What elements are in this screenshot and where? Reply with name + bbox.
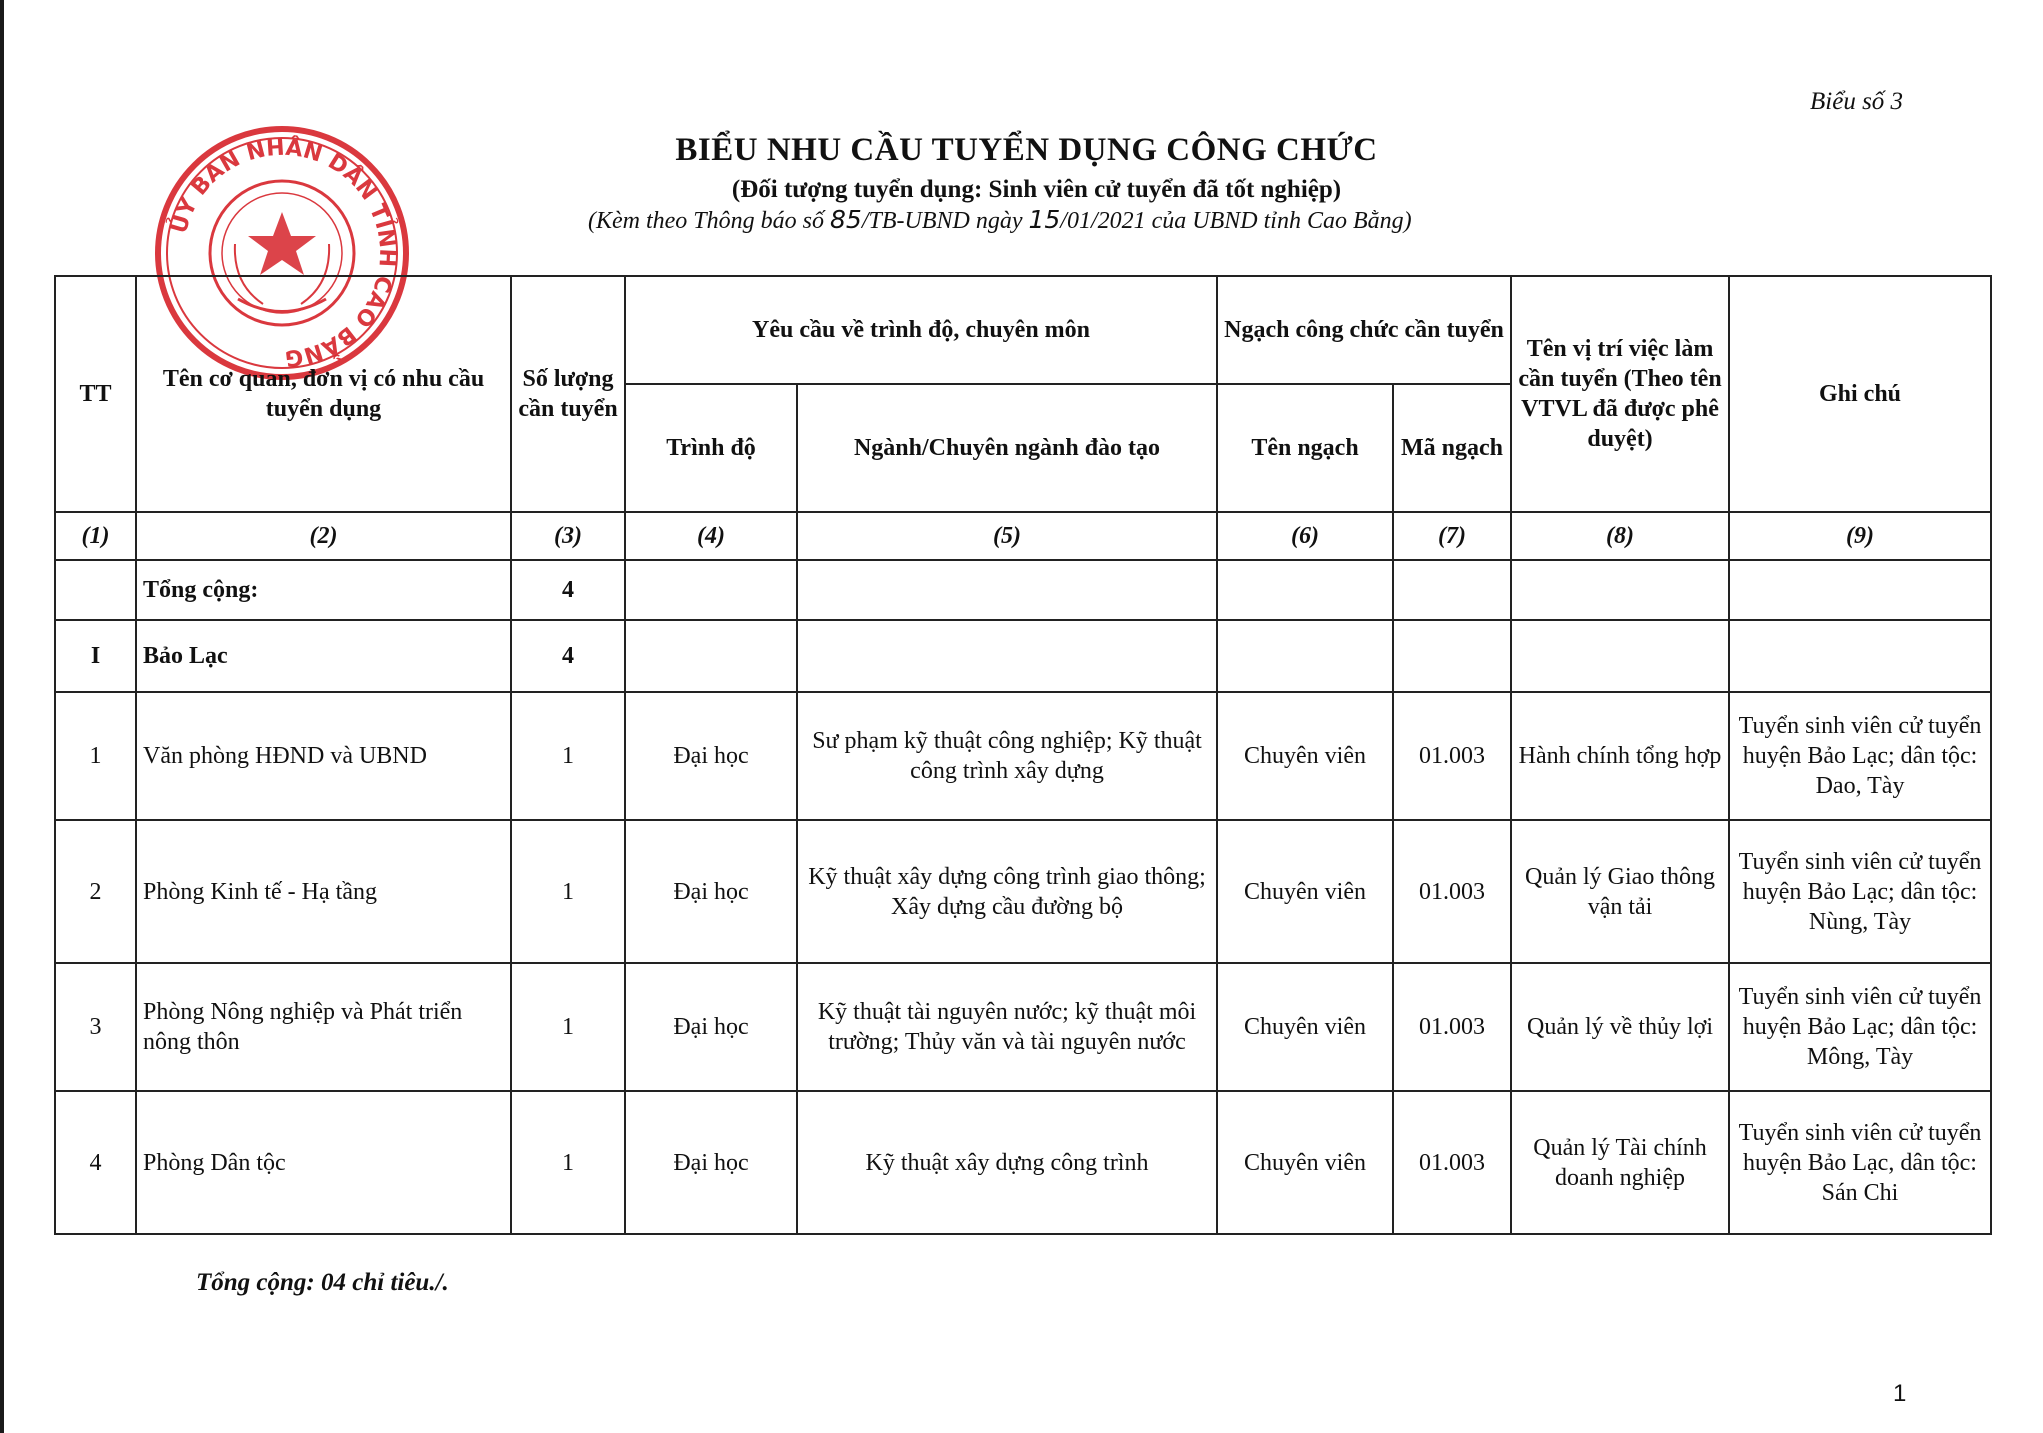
total-note: Tổng cộng: 04 chỉ tiêu./. [196, 1269, 449, 1296]
attachment-suffix: /01/2021 của UBND tỉnh Cao Bằng) [1060, 208, 1412, 234]
row-agency: Phòng Nông nghiệp và Phát triển nông thôn [136, 963, 511, 1091]
row-major: Kỹ thuật xây dựng công trình giao thông; Xây dựng cầu đường bộ [797, 820, 1217, 963]
total-row [55, 560, 1991, 620]
total-quantity: 4 [511, 560, 625, 620]
table-row [55, 1091, 1991, 1234]
row-tt: 3 [55, 963, 136, 1091]
attachment-mid: /TB-UBND ngày [861, 208, 1023, 234]
row-rank-name: Chuyên viên [1217, 820, 1393, 963]
column-index: (4) [625, 512, 797, 560]
row-agency: Phòng Kinh tế - Hạ tầng [136, 820, 511, 963]
attachment-line [588, 205, 1412, 235]
section-name: Bảo Lạc [136, 620, 511, 692]
header-quantity: Số lượng cần tuyển [511, 276, 625, 512]
row-level: Đại học [625, 820, 797, 963]
header-requirements: Yêu cầu về trình độ, chuyên môn [625, 276, 1217, 384]
row-rank-code: 01.003 [1393, 1091, 1511, 1234]
total-label: Tổng cộng: [136, 560, 511, 620]
page-number: 1 [1893, 1380, 1907, 1407]
row-major: Kỹ thuật xây dựng công trình [797, 1091, 1217, 1234]
header-row-1 [55, 276, 1991, 384]
row-level: Đại học [625, 963, 797, 1091]
document-subtitle: (Đối tượng tuyển dụng: Sinh viên cử tuyển đã tốt nghiệp) [731, 176, 1342, 203]
document-title: BIỂU NHU CẦU TUYỂN DỤNG CÔNG CHỨC [675, 132, 1378, 168]
row-position: Quản lý Giao thông vận tải [1511, 820, 1729, 963]
seal-star-icon [248, 212, 316, 275]
row-note: Tuyển sinh viên cử tuyển huyện Bảo Lạc; dân tộc: Dao, Tày [1729, 692, 1991, 820]
row-quantity: 1 [511, 963, 625, 1091]
column-index: (9) [1729, 512, 1991, 560]
header-tt: TT [55, 276, 136, 512]
row-note: Tuyển sinh viên cử tuyển huyện Bảo Lạc, dân tộc: Sán Chi [1729, 1091, 1991, 1234]
row-rank-name: Chuyên viên [1217, 692, 1393, 820]
notice-number: 85 [830, 205, 862, 234]
row-note: Tuyển sinh viên cử tuyển huyện Bảo Lạc; dân tộc: Mông, Tày [1729, 963, 1991, 1091]
table-row [55, 963, 1991, 1091]
row-level: Đại học [625, 1091, 797, 1234]
attachment-prefix: (Kèm theo Thông báo số [588, 208, 824, 234]
header-major: Ngành/Chuyên ngành đào tạo [797, 384, 1217, 512]
header-position: Tên vị trí việc làm cần tuyển (Theo tên VTVL đã được phê duyệt) [1511, 276, 1729, 512]
header-rank-code: Mã ngạch [1393, 384, 1511, 512]
row-major: Kỹ thuật tài nguyên nước; kỹ thuật môi trường; Thủy văn và tài nguyên nước [797, 963, 1217, 1091]
row-note: Tuyển sinh viên cử tuyển huyện Bảo Lạc; dân tộc: Nùng, Tày [1729, 820, 1991, 963]
row-position: Hành chính tổng hợp [1511, 692, 1729, 820]
column-index-row [55, 512, 1991, 560]
column-index: (2) [136, 512, 511, 560]
header-note: Ghi chú [1729, 276, 1991, 512]
row-agency: Văn phòng HĐND và UBND [136, 692, 511, 820]
form-number: Biểu số 3 [1810, 88, 1904, 115]
column-index: (6) [1217, 512, 1393, 560]
column-index: (7) [1393, 512, 1511, 560]
header-rank-name: Tên ngạch [1217, 384, 1393, 512]
column-index: (3) [511, 512, 625, 560]
header-agency: Tên cơ quan, đơn vị có nhu cầu tuyển dụng [136, 276, 511, 512]
section-quantity: 4 [511, 620, 625, 692]
notice-day: 15 [1028, 205, 1061, 234]
seal-text: ỦY BAN NHÂN DÂN TỈNH CAO BẰNG [167, 135, 400, 371]
row-tt: 2 [55, 820, 136, 963]
column-index: (8) [1511, 512, 1729, 560]
row-rank-code: 01.003 [1393, 820, 1511, 963]
header-level: Trình độ [625, 384, 797, 512]
row-quantity: 1 [511, 820, 625, 963]
section-row [55, 620, 1991, 692]
row-rank-code: 01.003 [1393, 963, 1511, 1091]
table-row [55, 820, 1991, 963]
row-tt: 1 [55, 692, 136, 820]
row-level: Đại học [625, 692, 797, 820]
row-quantity: 1 [511, 692, 625, 820]
column-index: (1) [55, 512, 136, 560]
row-quantity: 1 [511, 1091, 625, 1234]
section-number: I [55, 620, 136, 692]
row-rank-name: Chuyên viên [1217, 963, 1393, 1091]
header-rank-group: Ngạch công chức cần tuyển [1217, 276, 1511, 384]
column-index: (5) [797, 512, 1217, 560]
scan-edge [0, 0, 4, 1433]
row-major: Sư phạm kỹ thuật công nghiệp; Kỹ thuật công trình xây dựng [797, 692, 1217, 820]
row-rank-name: Chuyên viên [1217, 1091, 1393, 1234]
table-row [55, 692, 1991, 820]
row-rank-code: 01.003 [1393, 692, 1511, 820]
row-position: Quản lý về thủy lợi [1511, 963, 1729, 1091]
row-agency: Phòng Dân tộc [136, 1091, 511, 1234]
row-tt: 4 [55, 1091, 136, 1234]
recruitment-table [54, 275, 1992, 1235]
row-position: Quản lý Tài chính doanh nghiệp [1511, 1091, 1729, 1234]
